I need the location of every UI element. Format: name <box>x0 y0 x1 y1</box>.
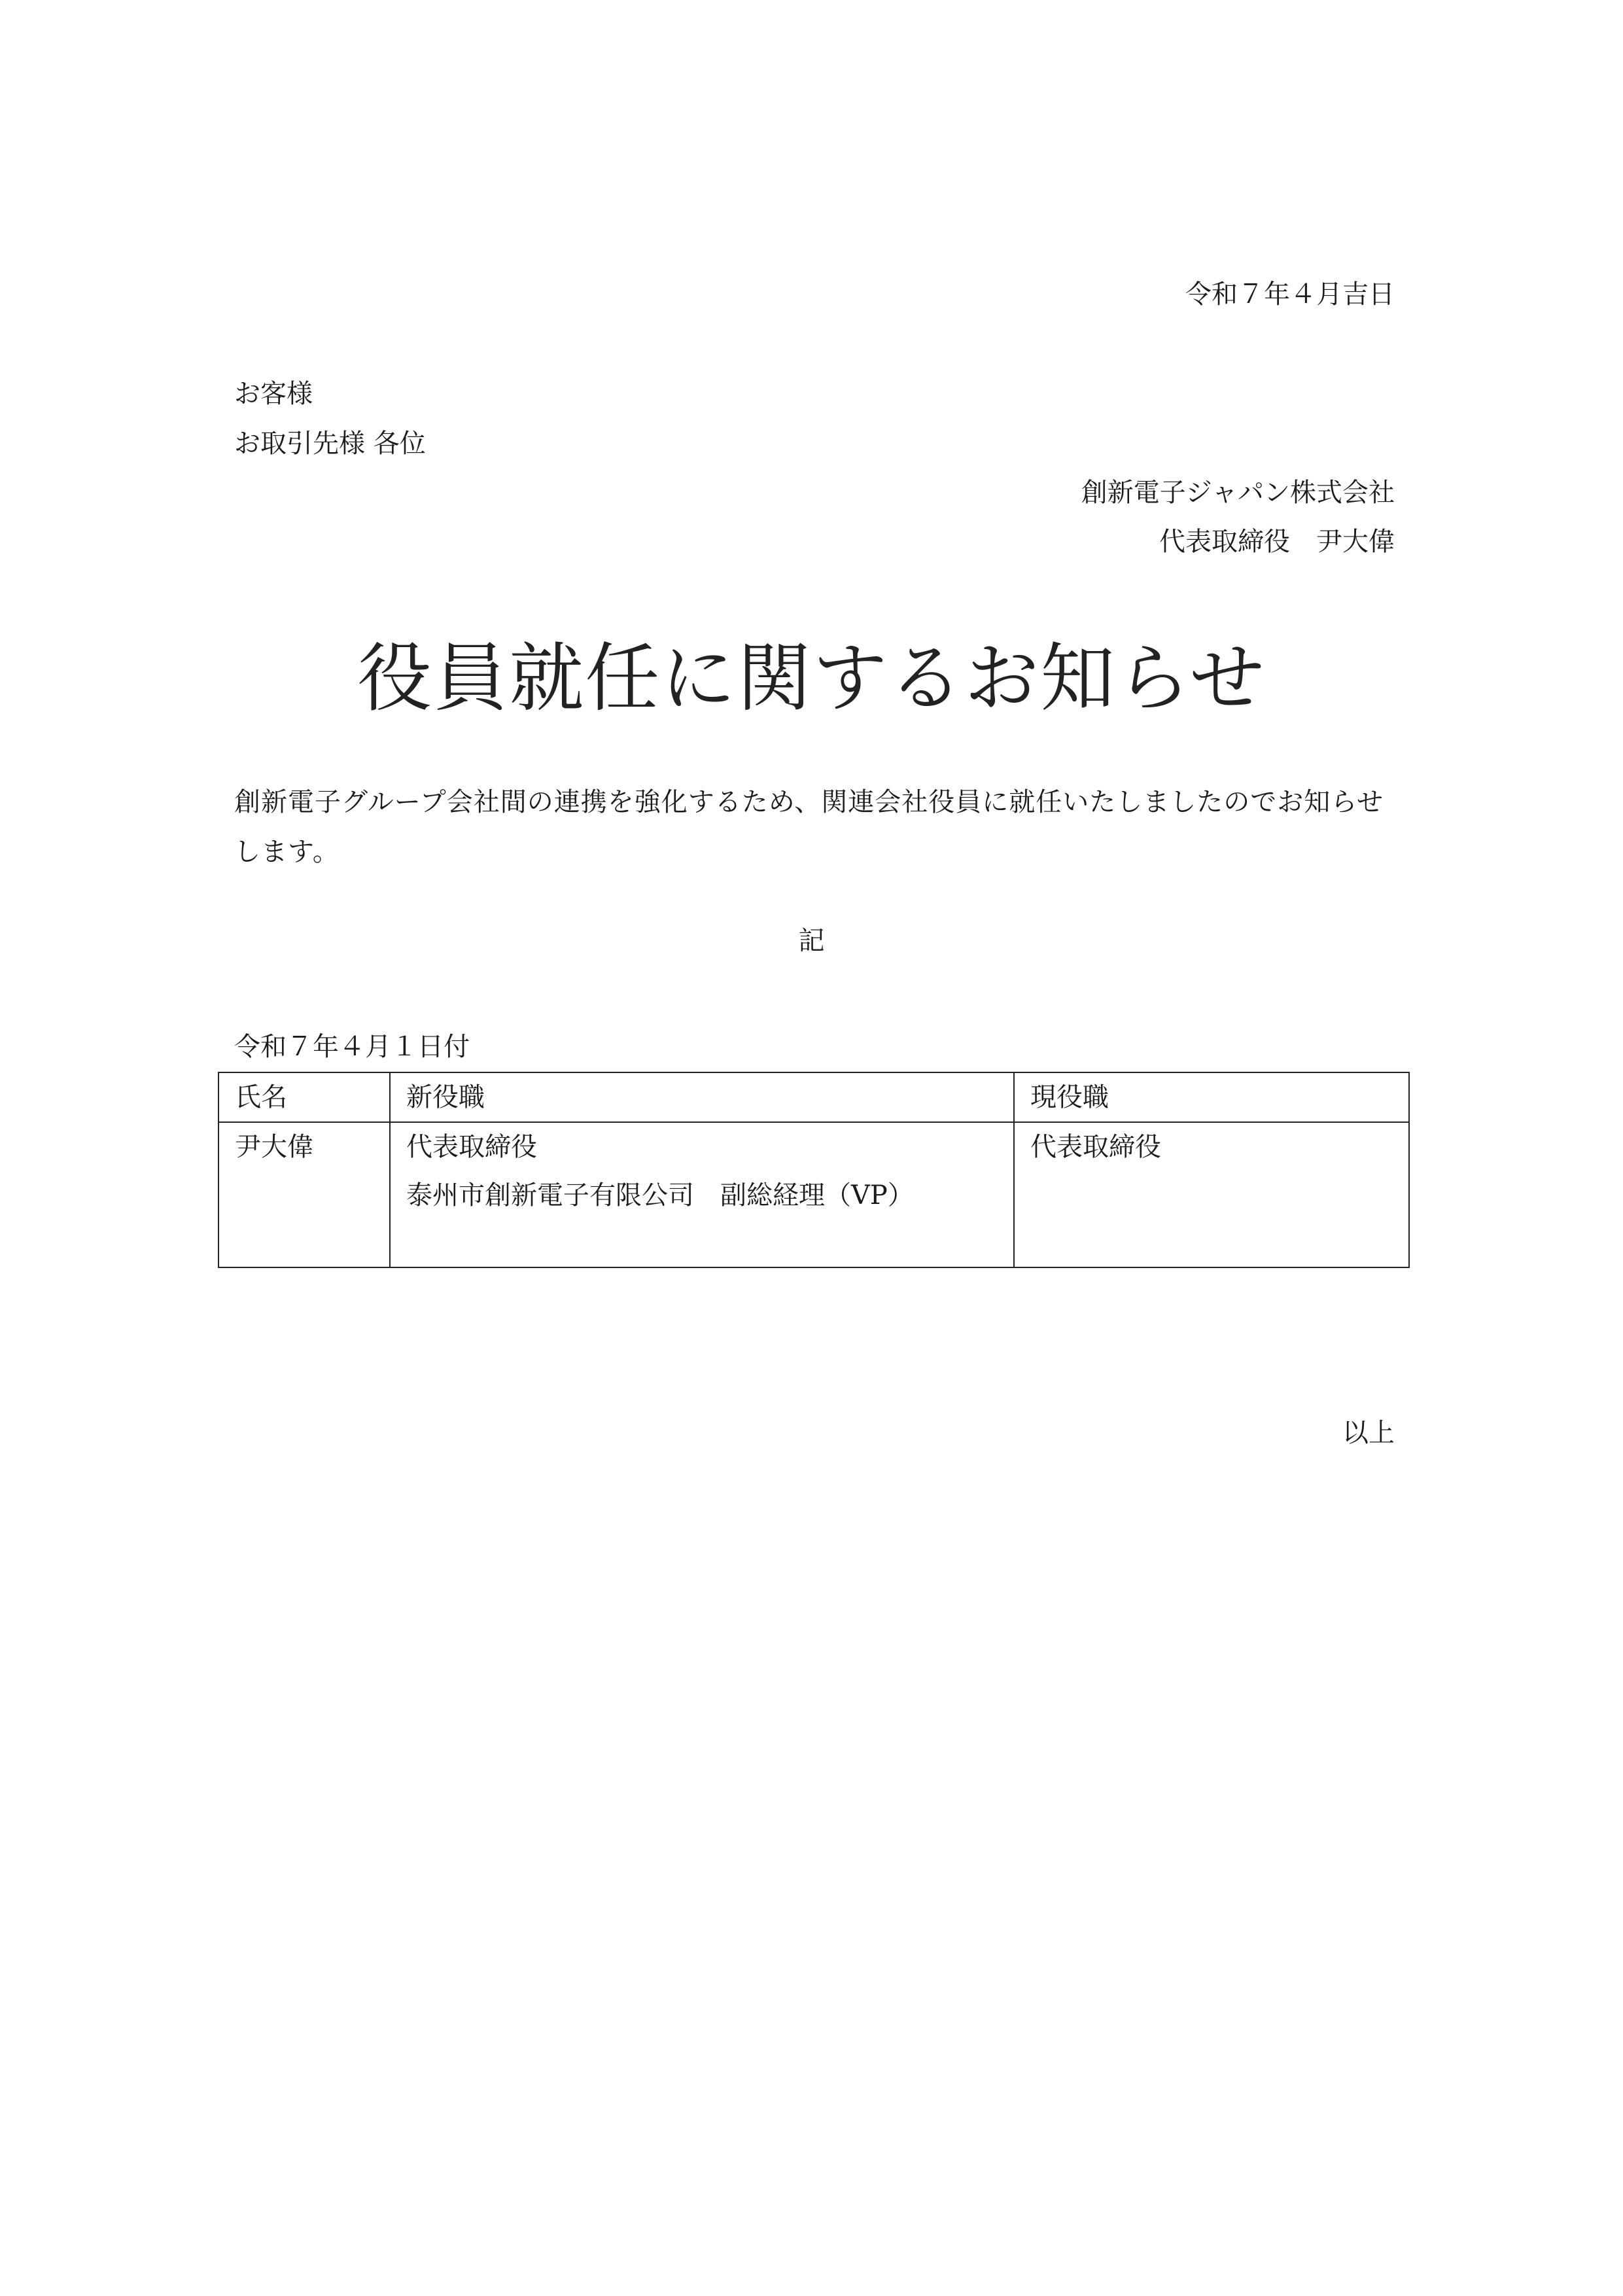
effective-date: 令和７年４月１日付 <box>234 1032 470 1062</box>
sender-representative: 代表取締役 尹大偉 <box>1159 527 1395 557</box>
closing-text: 以上 <box>1342 1418 1395 1448</box>
recipient-partners: お取引先様 各位 <box>234 429 426 459</box>
recipient-customers: お客様 <box>234 379 313 409</box>
issue-date: 令和７年４月吉日 <box>1185 279 1395 309</box>
new-position-line: 代表取締役 <box>406 1132 537 1162</box>
header-name: 氏名 <box>218 1072 390 1122</box>
appointment-table <box>218 1072 1410 1268</box>
cell-current-position: 代表取締役 <box>1014 1122 1409 1267</box>
header-new-position: 新役職 <box>390 1072 1014 1122</box>
header-current-position: 現役職 <box>1014 1072 1409 1122</box>
announcement-paragraph: 創新電子グループ会社間の連携を強化するため、関連会社役員に就任いたしましたのでお知らせします。 <box>234 787 1384 867</box>
table-header-row <box>218 1072 1409 1122</box>
document-title: 役員就任に関するお知らせ <box>357 635 1266 722</box>
ki-heading: 記 <box>798 926 825 956</box>
table-row <box>218 1122 1409 1267</box>
cell-new-position <box>390 1122 1014 1267</box>
new-position-line: 泰州市創新電子有限公司 副総経理（VP） <box>406 1180 914 1210</box>
cell-name: 尹大偉 <box>218 1122 390 1267</box>
sender-company: 創新電子ジャパン株式会社 <box>1081 478 1395 508</box>
